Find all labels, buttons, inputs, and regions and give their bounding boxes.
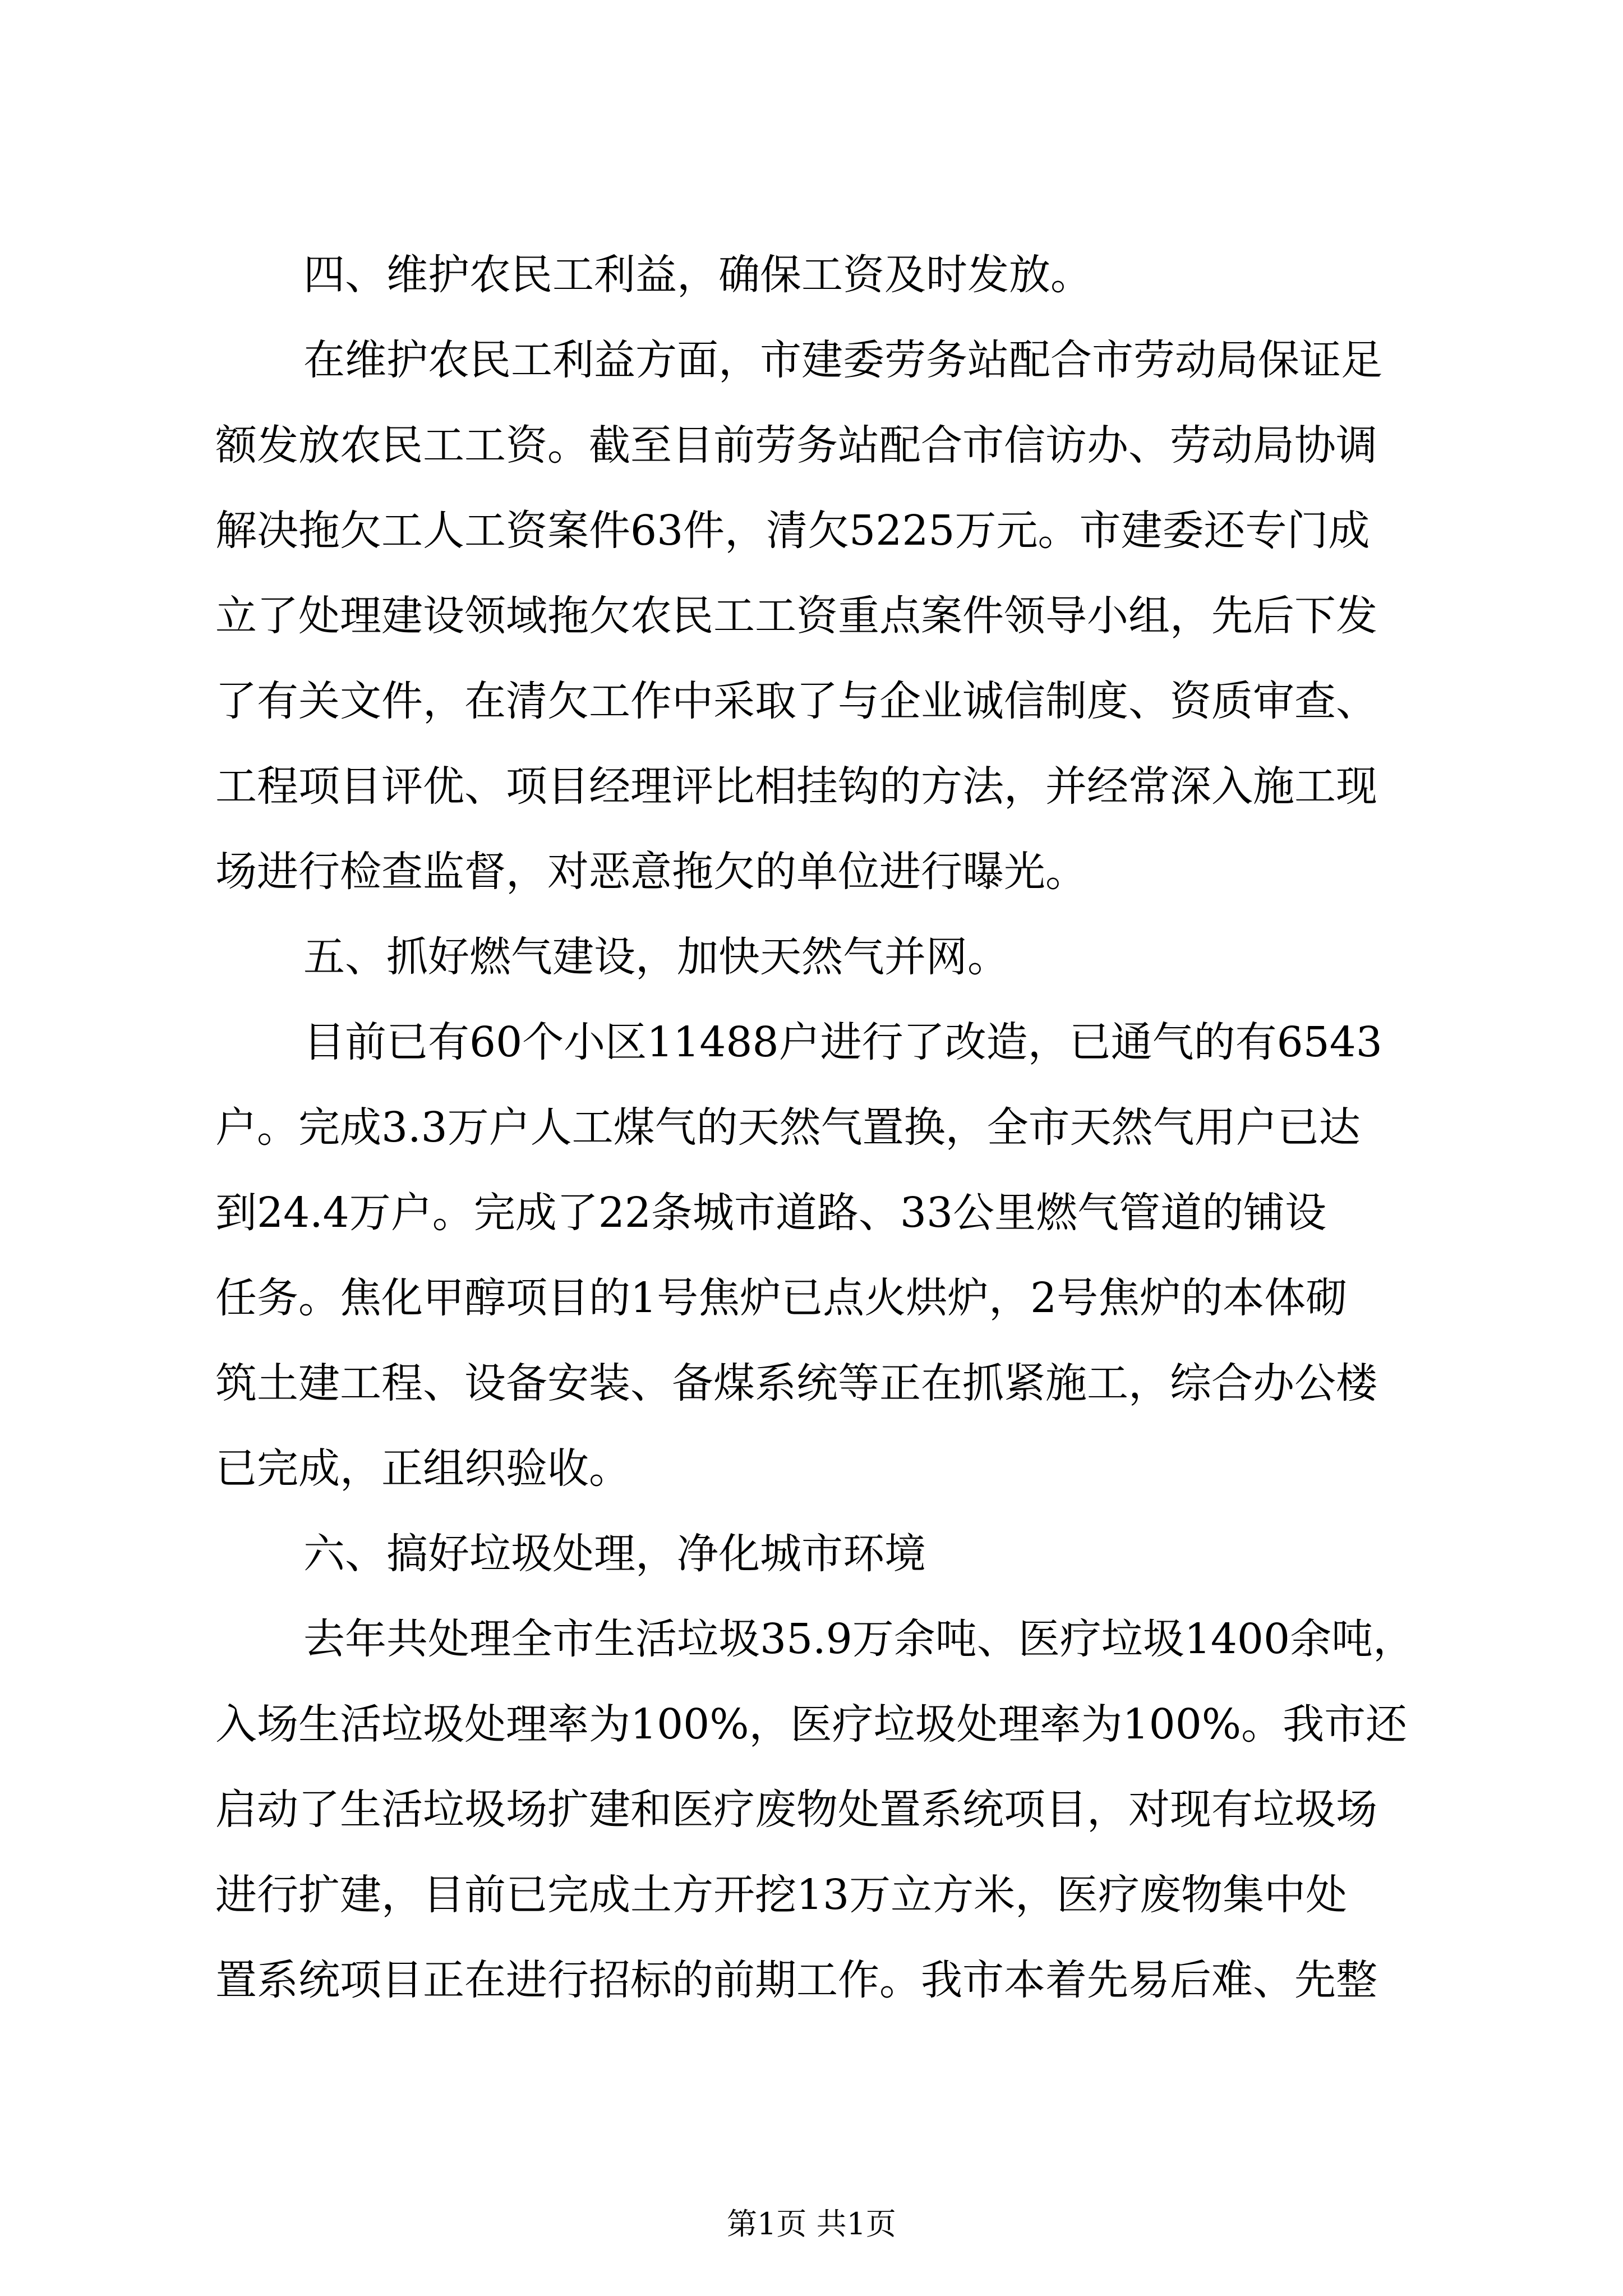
line-text: 六、搞好垃圾处理，净化城市环境 <box>303 1530 926 1578</box>
text-line <box>0 838 1623 905</box>
line-text: 户。完成3.3万户人工煤气的天然气置换，全市天然气用户已达 <box>215 1103 1361 1152</box>
text-line <box>0 668 1623 735</box>
line-text: 解决拖欠工人工资案件63件，清欠5225万元。市建委还专门成 <box>215 507 1370 555</box>
text-line <box>0 1350 1623 1417</box>
line-text: 任务。焦化甲醇项目的1号焦炉已点火烘炉，2号焦炉的本体砌 <box>215 1274 1348 1322</box>
line-text: 去年共处理全市生活垃圾35.9万余吨、医疗垃圾1400余吨， <box>303 1615 1415 1663</box>
line-text: 额发放农民工工资。截至目前劳务站配合市信访办、劳动局协调 <box>215 421 1377 470</box>
text-line <box>0 753 1623 820</box>
page-footer: 第1页 共1页 <box>727 2206 896 2242</box>
text-line <box>0 1947 1623 2014</box>
line-text: 到24.4万户。完成了22条城市道路、33公里燃气管道的铺设 <box>215 1189 1327 1237</box>
text-line <box>0 1605 1623 1673</box>
text-line <box>0 582 1623 650</box>
text-line <box>0 1861 1623 1929</box>
line-text: 了有关文件，在清欠工作中采取了与企业诚信制度、资质审查、 <box>215 677 1377 725</box>
text-line <box>0 1009 1623 1076</box>
line-text: 在维护农民工利益方面，市建委劳务站配合市劳动局保证足 <box>303 336 1382 384</box>
line-text: 入场生活垃圾处理率为100%，医疗垃圾处理率为100%。我市还 <box>215 1700 1408 1749</box>
text-line <box>0 1691 1623 1758</box>
line-text: 工程项目评优、项目经理评比相挂钩的方法，并经常深入施工现 <box>215 762 1377 811</box>
line-text: 立了处理建设领域拖欠农民工工资重点案件领导小组，先后下发 <box>215 592 1377 640</box>
text-line <box>0 1520 1623 1588</box>
text-line <box>0 326 1623 394</box>
text-line <box>0 1776 1623 1843</box>
text-line <box>0 412 1623 479</box>
line-text: 进行扩建，目前已完成土方开挖13万立方米，医疗废物集中处 <box>215 1871 1348 1919</box>
line-text: 目前已有60个小区11488户进行了改造，已通气的有6543 <box>303 1018 1382 1066</box>
line-text: 五、抓好燃气建设，加快天然气并网。 <box>303 933 1009 981</box>
text-line <box>0 241 1623 309</box>
text-line <box>0 923 1623 991</box>
line-text: 启动了生活垃圾场扩建和医疗废物处置系统项目，对现有垃圾场 <box>215 1786 1377 1834</box>
line-text: 四、维护农民工利益，确保工资及时发放。 <box>303 251 1092 299</box>
text-line <box>0 1179 1623 1246</box>
text-line <box>0 497 1623 564</box>
text-line <box>0 1094 1623 1161</box>
line-text: 置系统项目正在进行招标的前期工作。我市本着先易后难、先整 <box>215 1956 1377 2004</box>
text-line <box>0 1264 1623 1332</box>
text-line <box>0 1435 1623 1502</box>
line-text: 已完成，正组织验收。 <box>215 1444 630 1493</box>
line-text: 筑土建工程、设备安装、备煤系统等正在抓紧施工，综合办公楼 <box>215 1359 1377 1407</box>
line-text: 场进行检查监督，对恶意拖欠的单位进行曝光。 <box>215 848 1087 896</box>
